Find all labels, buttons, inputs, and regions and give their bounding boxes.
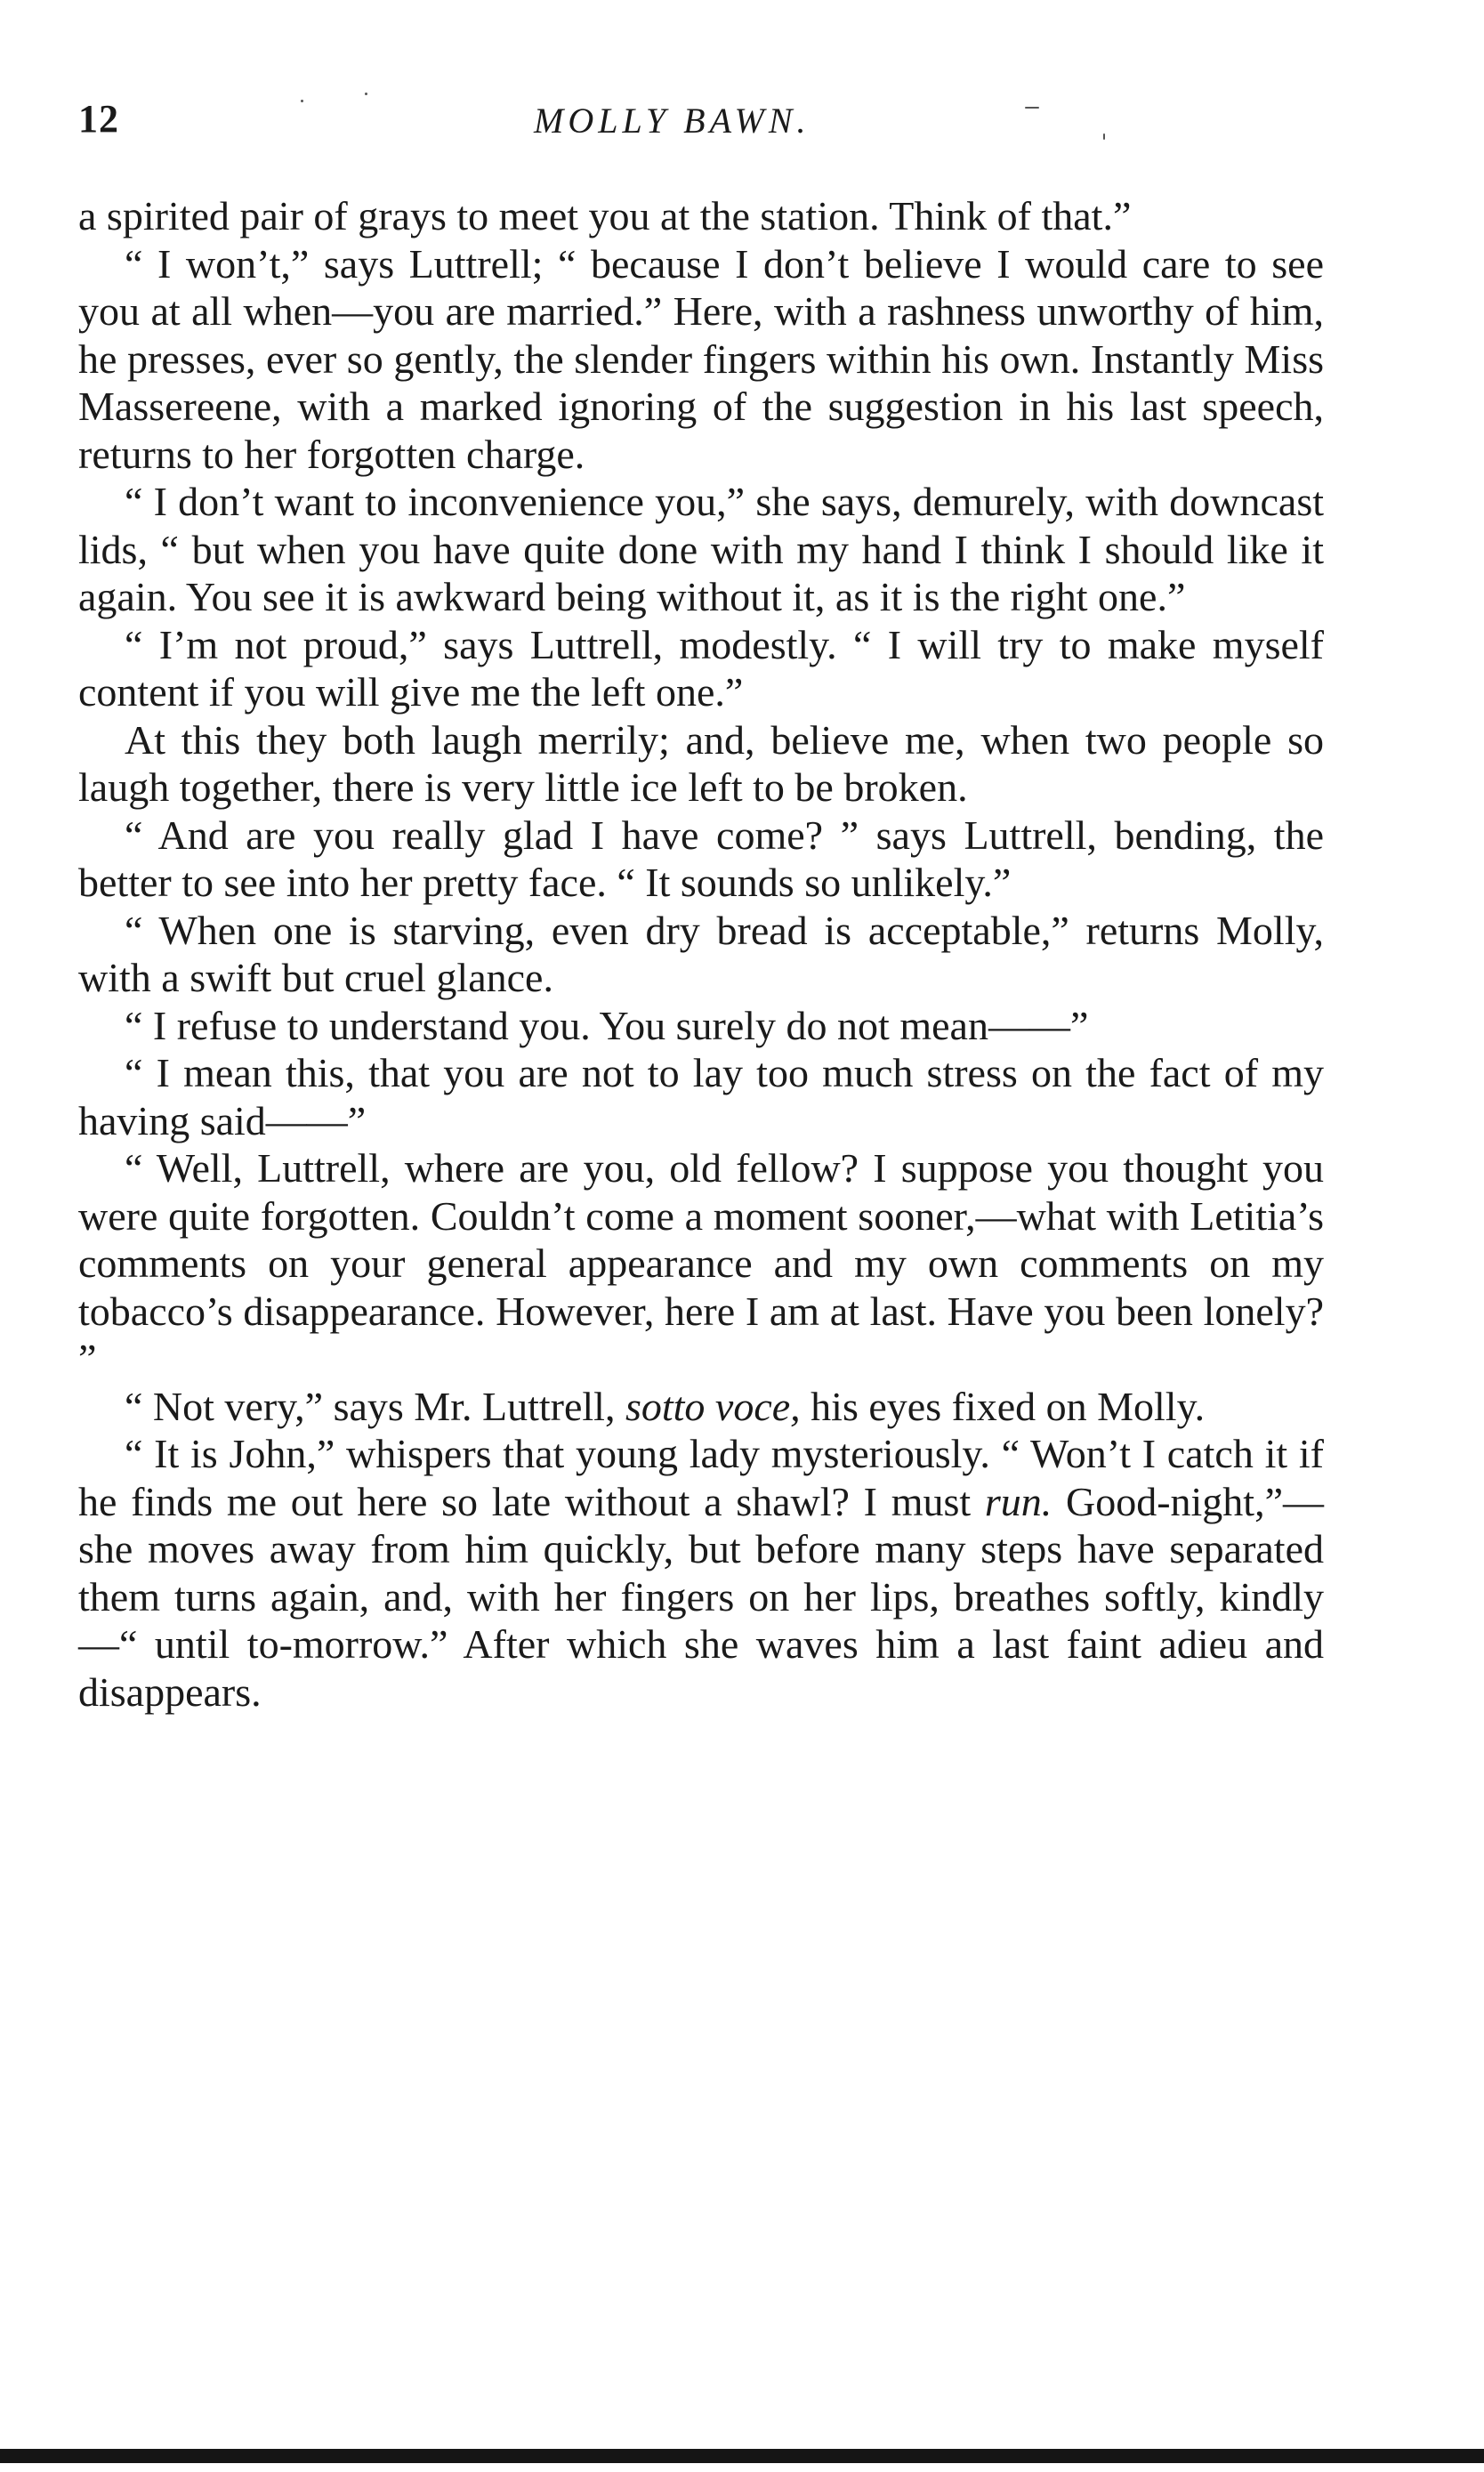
paragraph-text: his eyes fixed on Molly.	[800, 1383, 1206, 1429]
paragraph: “ I don’t want to inconvenience you,” she says, demurely, with downcast lids, “ but when you have quite done with my hand I think I should like it again. You see it is awkward being without it, as it is the right one.”	[78, 479, 1324, 619]
ink-speck	[365, 93, 367, 95]
paragraph: At this they both laugh merrily; and, believe me, when two people so laugh together, there is very little ice left to be broken.	[78, 716, 1324, 810]
paragraph: “ When one is starving, even dry bread is acceptable,” returns Molly, with a swift but cruel glance.	[78, 907, 1324, 1000]
paragraph: “ I refuse to understand you. You surely do not mean——”	[125, 1002, 1089, 1048]
italic-phrase: sotto voce,	[625, 1383, 801, 1429]
ink-speck	[1103, 133, 1105, 140]
paragraph: “ I won’t,” says Luttrell; “ because I don’t believe I would care to see you at all when—you are married.” Here, with a rashness unworthy of him, he presses, ever so gently, the slender fingers within his own. Instantly Miss Massereene, with a marked ignoring of the suggestion in his last speech, returns to her forgotten charge.	[78, 240, 1324, 477]
running-head	[78, 96, 1324, 149]
italic-phrase: run.	[984, 1478, 1053, 1524]
paragraph-continuation: a spirited pair of grays to meet you at the station. Think of that.”	[78, 193, 1132, 238]
paragraph-text: Good-night,”—she moves away from him quickly, but before many steps have separated them turns again, and, with her fingers on her lips, breathes softly, kindly—“ until to-morrow.” After which she waves him a last faint adieu and disappears.	[78, 1478, 1325, 1715]
paragraph	[78, 1430, 1324, 1716]
paragraph-text: “ It is John,” whispers that young lady mysteriously. “ Won’t I catch it if he finds me out here so late without a shawl? I must	[78, 1431, 1324, 1524]
paragraph-text: “ Not very,” says Mr. Luttrell,	[125, 1383, 625, 1429]
running-title: MOLLY BAWN.	[534, 101, 811, 141]
ink-speck	[1025, 107, 1039, 109]
page-number: 12	[78, 97, 119, 141]
page-bottom-rule	[0, 2449, 1484, 2463]
paragraph: “ Well, Luttrell, where are you, old fellow? I suppose you thought you were quite forgotten. Couldn’t come a moment sooner,—what with Letitia’s comments on your general appearance and my own comments on my tobacco’s disappearance. However, here I am at last. Have you been lonely? ”	[78, 1145, 1324, 1381]
body-text	[78, 192, 1324, 1716]
ink-speck	[301, 100, 303, 102]
paragraph: “ I mean this, that you are not to lay too much stress on the fact of my having said——”	[78, 1050, 1324, 1143]
paragraph: “ I’m not proud,” says Luttrell, modestly. “ I will try to make myself content if you will give me the left one.”	[78, 621, 1324, 715]
paragraph	[78, 1383, 1324, 1431]
paragraph: “ And are you really glad I have come? ” says Luttrell, bending, the better to see into her pretty face. “ It sounds so unlikely.”	[78, 812, 1324, 905]
